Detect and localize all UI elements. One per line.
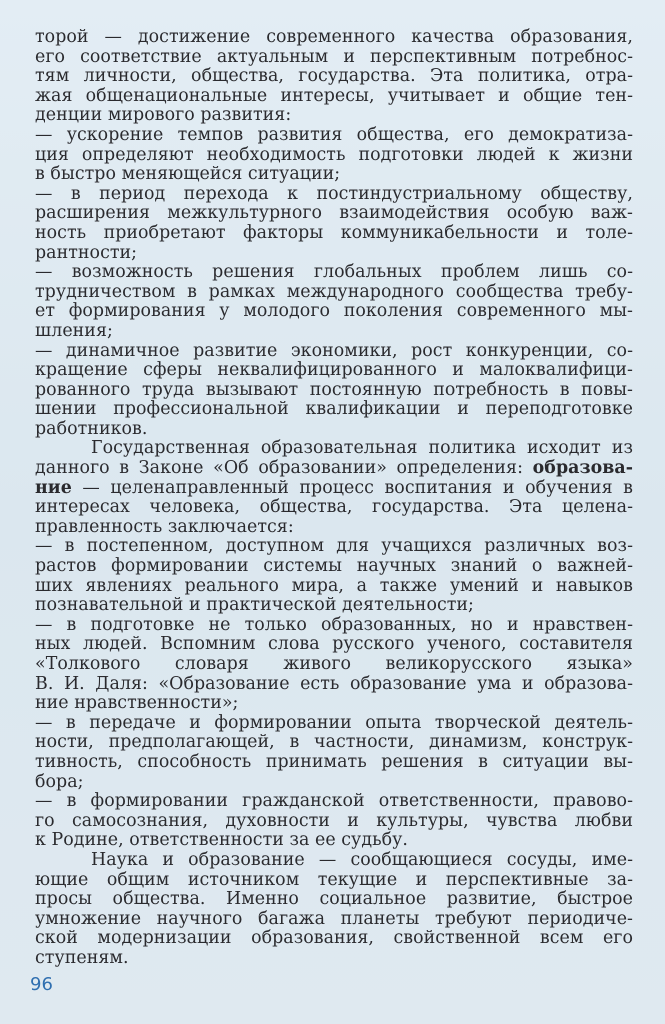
text-line bbox=[35, 479, 633, 499]
text-segment: ших явлениях реального мира, а также умений и навыков bbox=[35, 575, 633, 596]
text-line bbox=[35, 694, 633, 714]
text-segment: ция определяют необходимость подготовки людей к жизни bbox=[35, 144, 633, 165]
text-segment: — динамичное развитие экономики, рост конкуренции, со- bbox=[35, 340, 633, 361]
text-segment: ской модернизации образования, свойственной всем его bbox=[35, 928, 633, 949]
text-segment: — в постепенном, доступном для учащихся различных воз- bbox=[35, 536, 633, 557]
text-segment: Государственная образовательная политика исходит из bbox=[91, 438, 633, 459]
text-segment: — в подготовке не только образованных, но и нравствен- bbox=[35, 614, 633, 635]
text-segment: трудничеством в рамках международного сообщества требу- bbox=[35, 281, 633, 302]
text-line bbox=[35, 557, 633, 577]
text-segment: ность приобретают факторы коммуникабельности и толе- bbox=[35, 222, 633, 243]
text-line bbox=[35, 126, 633, 146]
text-line bbox=[35, 949, 633, 969]
text-segment: — в период перехода к постиндустриальному обществу, bbox=[35, 183, 633, 204]
defined-term: образова- bbox=[532, 458, 633, 479]
text-segment: ющие общим источником текущие и перспективные за- bbox=[35, 869, 633, 890]
text-segment: ет формирования у молодого поколения современного мы- bbox=[35, 301, 633, 322]
text-line bbox=[35, 596, 633, 616]
text-line bbox=[35, 773, 633, 793]
text-line bbox=[35, 381, 633, 401]
text-line bbox=[35, 675, 633, 695]
text-segment: шления; bbox=[35, 320, 113, 341]
text-segment: к Родине, ответственности за ее судьбу. bbox=[35, 830, 408, 851]
text-line bbox=[35, 439, 633, 459]
text-segment: тивность, способность принимать решения в ситуации вы- bbox=[35, 751, 633, 772]
text-line bbox=[35, 929, 633, 949]
text-segment: работников. bbox=[35, 418, 148, 439]
text-segment: ступеням. bbox=[35, 947, 129, 968]
text-segment: тям личности, общества, государства. Эта политика, отра- bbox=[35, 66, 633, 87]
text-line bbox=[35, 283, 633, 303]
text-segment: — в формировании гражданской ответственности, правово- bbox=[35, 791, 633, 812]
text-segment: рантности; bbox=[35, 242, 138, 263]
text-line bbox=[35, 831, 633, 851]
text-segment: ние нравственности»; bbox=[35, 693, 239, 714]
text-segment: расширения межкультурного взаимодействия особую важ- bbox=[35, 203, 633, 224]
text-segment: познавательной и практической деятельности; bbox=[35, 595, 474, 616]
text-line bbox=[35, 342, 633, 362]
text-line bbox=[35, 890, 633, 910]
text-line bbox=[35, 146, 633, 166]
text-segment: просы общества. Именно социальное развитие, быстрое bbox=[35, 889, 633, 910]
text-line bbox=[35, 87, 633, 107]
text-line bbox=[35, 185, 633, 205]
defined-term: ние bbox=[35, 477, 72, 498]
text-segment: шении профессиональной квалификации и переподготовке bbox=[35, 399, 633, 420]
text-line bbox=[35, 537, 633, 557]
text-line bbox=[35, 263, 633, 283]
text-segment: — ускорение темпов развития общества, его демократиза- bbox=[35, 124, 633, 145]
text-line bbox=[35, 498, 633, 518]
text-line bbox=[35, 165, 633, 185]
text-line bbox=[35, 518, 633, 538]
text-line bbox=[35, 244, 633, 264]
text-line bbox=[35, 459, 633, 479]
text-line bbox=[35, 635, 633, 655]
text-segment: торой — достижение современного качества образования, bbox=[35, 27, 633, 47]
text-segment: — целенаправленный процесс воспитания и обучения в bbox=[71, 477, 633, 498]
text-line bbox=[35, 361, 633, 381]
text-segment: го самосознания, духовности и культуры, чувства любви bbox=[35, 810, 633, 831]
text-segment: правленность заключается: bbox=[35, 516, 294, 537]
page-number: 96 bbox=[30, 974, 53, 995]
text-segment: растов формировании системы научных знаний о важней- bbox=[35, 556, 633, 577]
text-line bbox=[35, 753, 633, 773]
text-line bbox=[35, 910, 633, 930]
text-segment: в быстро меняющейся ситуации; bbox=[35, 164, 341, 185]
text-line bbox=[35, 204, 633, 224]
text-segment: его соответствие актуальным и перспективным потребнос- bbox=[35, 46, 633, 67]
text-line bbox=[35, 420, 633, 440]
text-line bbox=[35, 733, 633, 753]
text-line bbox=[35, 224, 633, 244]
text-line bbox=[35, 400, 633, 420]
text-line bbox=[35, 577, 633, 597]
text-line bbox=[35, 851, 633, 871]
text-segment: ности, предполагающей, в частности, динамизм, конструк- bbox=[35, 732, 633, 753]
text-line bbox=[35, 714, 633, 734]
text-line bbox=[35, 67, 633, 87]
text-segment: денции мирового развития: bbox=[35, 105, 292, 126]
text-segment: — возможность решения глобальных проблем лишь со- bbox=[35, 262, 633, 283]
text-line bbox=[35, 106, 633, 126]
text-segment: бора; bbox=[35, 771, 84, 792]
text-segment: рованного труда вызывают постоянную потребность в повы- bbox=[35, 379, 633, 400]
text-segment: — в передаче и формировании опыта творческой деятель- bbox=[35, 712, 633, 733]
text-segment: умножение научного багажа планеты требуют периодиче- bbox=[35, 908, 633, 929]
text-line bbox=[35, 871, 633, 891]
text-segment: «Толкового словаря живого великорусского языка» bbox=[35, 654, 633, 674]
text-segment: ных людей. Вспомним слова русского ученого, составителя bbox=[35, 634, 633, 655]
body-text bbox=[35, 28, 633, 969]
text-line bbox=[35, 792, 633, 812]
text-line bbox=[35, 28, 633, 48]
text-line bbox=[35, 812, 633, 832]
text-line bbox=[35, 48, 633, 68]
text-segment: кращение сферы неквалифицированного и малоквалифици- bbox=[35, 360, 633, 381]
text-segment: интересах человека, общества, государства. Эта целена- bbox=[35, 497, 633, 518]
text-line bbox=[35, 616, 633, 636]
text-segment: Наука и образование — сообщающиеся сосуды, име- bbox=[91, 849, 633, 870]
text-line bbox=[35, 655, 633, 675]
text-line bbox=[35, 322, 633, 342]
text-segment: В. И. Даля: «Образование есть образование ума и образова- bbox=[35, 673, 633, 694]
text-line bbox=[35, 302, 633, 322]
text-segment: жая общенациональные интересы, учитывает и общие тен- bbox=[35, 85, 633, 106]
text-segment: данного в Законе «Об образовании» определения: bbox=[35, 458, 533, 479]
